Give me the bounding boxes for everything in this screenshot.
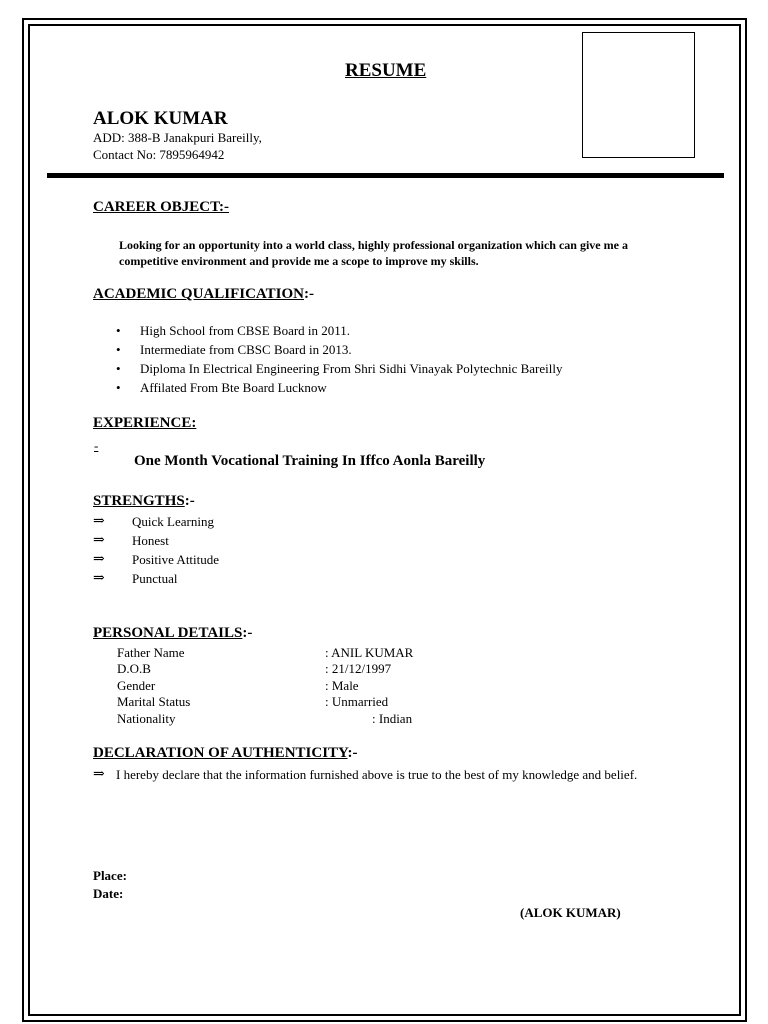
strengths-heading-text: STRENGTHS [93,493,185,509]
detail-label: Father Name [117,645,185,660]
arrow-icon: ⇒ [93,514,105,529]
photo-placeholder [582,32,695,158]
applicant-name: ALOK KUMAR [93,108,228,129]
strength-item: Positive Attitude [132,552,220,567]
bullet-icon: • [116,380,121,395]
declaration-heading-text: DECLARATION OF AUTHENTICITY [93,745,348,761]
address-line: ADD: 388-B Janakpuri Bareilly, [93,130,262,145]
strengths-heading [93,493,195,510]
career-heading: CAREER OBJECT:- [93,199,229,215]
list-item: • Intermediate from CBSC Board in 2013. [116,342,352,357]
personal-heading-suffix: :- [242,625,253,641]
arrow-icon: ⇒ [93,571,105,586]
strengths-heading-suffix: :- [184,493,195,509]
date-label: Date: [93,886,124,901]
detail-label: D.O.B [117,661,151,676]
arrow-icon: ⇒ [93,533,105,548]
declaration-heading [93,745,358,762]
declaration-text: I hereby declare that the information furnished above is true to the best of my knowledge and belief. [116,767,638,782]
resume-title: RESUME [345,60,427,81]
arrow-icon: ⇒ [93,552,105,567]
declaration-heading-suffix: :- [347,745,358,761]
detail-label: Marital Status [117,694,191,709]
contact-line: Contact No: 7895964942 [93,147,225,162]
detail-value: : Indian [372,711,413,726]
detail-label: Nationality [117,711,176,726]
detail-value: : Male [325,678,359,693]
detail-label: Gender [117,678,156,693]
experience-heading: EXPERIENCE: [93,415,197,431]
academic-heading-text: ACADEMIC QUALIFICATION [93,286,304,302]
academic-heading-suffix: :- [303,286,314,302]
bullet-icon: • [116,361,121,376]
experience-dash: - [94,438,99,453]
detail-value: : ANIL KUMAR [325,645,414,660]
strength-item: Punctual [132,571,178,586]
academic-heading [93,286,314,303]
bullet-icon: • [116,323,121,338]
list-item: • Diploma In Electrical Engineering From Shri Sidhi Vinayak Polytechnic Bareilly [116,361,563,376]
detail-value: : Unmarried [325,694,389,709]
bullet-icon: • [116,342,121,357]
signature-name: (ALOK KUMAR) [520,905,621,920]
header-divider [47,173,724,178]
detail-value: : 21/12/1997 [325,661,392,676]
arrow-icon: ⇒ [93,767,105,782]
career-text: Looking for an opportunity into a world class, highly professional organization which can give me a competitive environment and provide me a scope to improve my skills. [119,238,628,268]
place-label: Place: [93,868,127,883]
list-item: • Affilated From Bte Board Lucknow [116,380,327,395]
list-item: • High School from CBSE Board in 2011. [116,323,351,338]
strength-item: Quick Learning [132,514,214,529]
experience-text: One Month Vocational Training In Iffco Aonla Bareilly [134,453,486,469]
personal-heading-text: PERSONAL DETAILS [93,625,243,641]
strength-item: Honest [132,533,169,548]
personal-heading [93,625,252,642]
